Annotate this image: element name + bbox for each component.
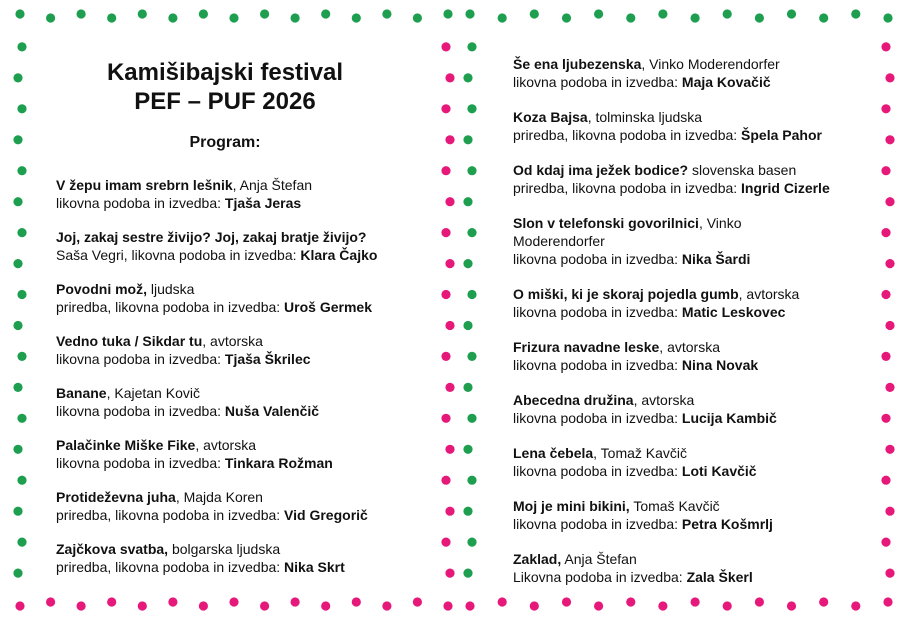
decorative-dot [467,290,476,299]
decorative-dot [885,569,894,578]
entry-first-line [56,540,440,558]
entry-second-line [513,356,875,374]
decorative-dot [467,414,476,423]
performer-name: Nika Šardi [681,251,751,267]
decorative-dot [463,135,472,144]
story-title: Še ena ljubezenska [513,56,642,72]
decorative-dot [291,13,300,22]
decorative-dot [498,597,507,606]
program-entry [513,108,875,161]
story-title: Povodni mož, [56,281,147,297]
festival-title-line2: PEF – PUF 2026 [134,88,316,115]
story-author: ljudska [147,281,195,297]
festival-title [40,58,410,116]
decorative-dot [463,73,472,82]
entry-second-line [513,250,875,268]
decorative-dot [352,13,361,22]
decorative-dot [881,104,890,113]
decorative-dot [445,383,454,392]
program-entry [513,214,875,285]
decorative-dot [138,9,147,18]
performance-label: likovna podoba in izvedba: [513,251,682,267]
decorative-dot [467,104,476,113]
decorative-dot [885,73,894,82]
performer-name: Nika Skrt [284,559,345,575]
performer-name: Vid Gregorič [284,507,368,523]
decorative-dot [17,42,26,51]
performance-label: likovna podoba in izvedba: [513,74,682,90]
decorative-dot [441,476,450,485]
decorative-dot [382,601,391,610]
entry-second-line [513,179,875,197]
performer-name: Tjaša Škrilec [224,351,311,367]
decorative-dot [199,9,208,18]
story-title: Banane [56,385,107,401]
performer-name: Zala Škerl [686,569,753,585]
decorative-dot [723,9,732,18]
performer-name: Loti Kavčič [681,463,757,479]
story-author: , avtorska [202,333,263,349]
decorative-dot [530,9,539,18]
program-entry [56,228,440,280]
story-author: , Tomaž Kavčič [593,445,688,461]
decorative-dot [107,13,116,22]
decorative-dot [13,73,22,82]
story-author: , Vinko [698,215,742,231]
decorative-dot [881,414,890,423]
decorative-dot [77,9,86,18]
story-author: Anja Štefan [561,551,637,567]
performance-label: likovna podoba in izvedba: [56,195,225,211]
performer-name: Uroš Germek [284,299,372,315]
decorative-dot [445,569,454,578]
decorative-dot [441,166,450,175]
program-entry [56,280,440,332]
performance-label: priredba, likovna podoba in izvedba: [56,299,285,315]
decorative-dot [441,352,450,361]
decorative-dot [13,507,22,516]
decorative-dot [885,321,894,330]
decorative-dot [562,13,571,22]
decorative-dot [15,601,24,610]
performance-label: likovna podoba in izvedba: [513,357,682,373]
program-entry [513,550,875,603]
program-entry [56,488,440,540]
decorative-dot [13,321,22,330]
decorative-dot [445,197,454,206]
performance-label: likovna podoba in izvedba: [56,351,225,367]
decorative-dot [787,9,796,18]
entry-author-continued: Moderendorfer [513,233,605,249]
left-page [40,50,440,590]
story-title: Vedno tuka / Sikdar tu [56,333,203,349]
program-entry [513,391,875,444]
decorative-dot [17,228,26,237]
decorative-dot [467,166,476,175]
decorative-dot [260,9,269,18]
decorative-dot [15,9,24,18]
decorative-dot [467,42,476,51]
entry-first-line [513,338,875,356]
decorative-dot [881,166,890,175]
entry-first-line [56,488,440,506]
decorative-dot [13,197,22,206]
entry-first-line [513,161,875,179]
decorative-dot [467,476,476,485]
decorative-dot [46,597,55,606]
entry-second-line [56,246,440,264]
decorative-dot [463,507,472,516]
decorative-dot [463,321,472,330]
story-author: , Anja Štefan [232,177,313,193]
decorative-dot [382,9,391,18]
decorative-dot [291,597,300,606]
decorative-dot [13,135,22,144]
decorative-dot [321,9,330,18]
entry-first-line [56,332,440,350]
decorative-dot [168,597,177,606]
story-author: , Majda Koren [175,489,263,505]
program-entry [56,436,440,488]
festival-title-line1: Kamišibajski festival [106,59,344,86]
entry-second-line [513,568,875,586]
entry-first-line [56,176,440,194]
story-title: Frizura navadne leske [513,339,660,355]
story-author: slovenska basen [688,162,797,178]
decorative-dot [441,228,450,237]
decorative-dot [13,259,22,268]
performance-label: likovna podoba in izvedba: [513,516,682,532]
performer-name: Lucija Kambič [681,410,777,426]
decorative-dot [17,538,26,547]
decorative-dot [413,13,422,22]
decorative-dot [441,42,450,51]
story-author: bolgarska ljudska [168,541,281,557]
decorative-dot [881,42,890,51]
story-title: Od kdaj ima ježek bodice? [513,162,689,178]
performer-name: Maja Kovačič [681,74,771,90]
program-entry [56,176,440,228]
performer-name: Petra Košmrlj [681,516,773,532]
decorative-dot [17,104,26,113]
entry-second-line [56,558,440,576]
story-title: Lena čebela [513,445,594,461]
story-title: Abecedna družina [513,392,634,408]
decorative-dot [463,259,472,268]
performer-name: Matic Leskovec [681,304,786,320]
story-author: , tolminska ljudska [587,109,703,125]
entry-first-line [513,444,875,462]
program-entry [513,55,875,108]
program-entry [56,332,440,384]
program-entry [513,285,875,338]
story-title: Moj je mini bikini, [513,498,630,514]
story-author: , avtorska [738,286,800,302]
entry-first-line [513,55,875,73]
decorative-dot [885,135,894,144]
decorative-dot [321,601,330,610]
decorative-dot [883,597,892,606]
decorative-dot [881,228,890,237]
program-entry [513,338,875,391]
performance-label: likovna podoba in izvedba: [513,304,682,320]
decorative-dot [13,383,22,392]
program-heading: Program: [189,134,261,151]
entry-first-line [513,497,875,515]
decorative-dot [443,9,452,18]
decorative-dot [445,321,454,330]
entry-first-line [56,280,440,298]
program-entry [513,161,875,214]
decorative-dot [819,13,828,22]
decorative-dot [17,290,26,299]
program-entry [56,540,440,592]
right-program-list [513,55,875,603]
decorative-dot [498,13,507,22]
decorative-dot [885,445,894,454]
performance-label: likovna podoba in izvedba: [513,410,682,426]
performance-label: Likovna podoba in izvedba: [513,569,687,585]
performer-name: Ingrid Cizerle [741,180,830,196]
decorative-dot [445,135,454,144]
decorative-dot [229,597,238,606]
decorative-dot [445,73,454,82]
performance-label: likovna podoba in izvedba: [513,463,682,479]
decorative-dot [463,445,472,454]
entry-second-line [513,462,875,480]
decorative-dot [441,290,450,299]
story-title: Palačinke Miške Fike [56,437,196,453]
decorative-dot [17,414,26,423]
decorative-dot [229,13,238,22]
decorative-dot [851,9,860,18]
program-entry [513,497,875,550]
decorative-dot [17,166,26,175]
decorative-dot [883,13,892,22]
story-title: Zaklad, [513,551,562,567]
decorative-dot [168,13,177,22]
entry-first-line [513,108,875,126]
entry-second-line [56,506,440,524]
decorative-dot [441,414,450,423]
entry-first-line [513,285,875,303]
decorative-dot [13,445,22,454]
story-title: O miški, ki je skoraj pojedla gumb [513,286,739,302]
decorative-dot [465,9,474,18]
decorative-dot [107,597,116,606]
performer-name: Nuša Valenčič [224,403,320,419]
entry-second-line [56,194,440,212]
story-title: Koza Bajsa [513,109,588,125]
performance-label: Saša Vegri, likovna podoba in izvedba: [56,247,301,263]
decorative-dot [467,228,476,237]
decorative-dot [691,13,700,22]
entry-first-line [56,228,440,246]
story-title: Joj, zakaj sestre živijo? Joj, zakaj bratje živijo? [56,229,367,245]
entry-second-line [513,515,875,533]
decorative-dot [46,13,55,22]
decorative-dot [445,445,454,454]
entry-first-line [56,384,440,402]
story-title: Slon v telefonski govorilnici [513,215,699,231]
decorative-dot [17,352,26,361]
decorative-dot [463,569,472,578]
decorative-dot [885,197,894,206]
performer-name: Špela Pahor [741,127,822,143]
story-author: Tomaš Kavčič [629,498,720,514]
story-author: , Kajetan Kovič [106,385,200,401]
left-program-list [56,176,440,592]
decorative-dot [443,601,452,610]
story-author: , avtorska [659,339,720,355]
performer-name: Tinkara Rožman [224,455,333,471]
decorative-dot [413,597,422,606]
performance-label: priredba, likovna podoba in izvedba: [56,559,285,575]
performance-label: priredba, likovna podoba in izvedba: [513,180,742,196]
decorative-dot [467,538,476,547]
performance-label: priredba, likovna podoba in izvedba: [56,507,285,523]
performer-name: Klara Čajko [300,247,378,263]
entry-second-line [56,402,440,420]
decorative-dot [138,601,147,610]
story-author: , avtorska [633,392,695,408]
performance-label: likovna podoba in izvedba: [56,403,225,419]
entry-second-line [513,126,875,144]
decorative-dot [626,13,635,22]
entry-second-line [56,298,440,316]
decorative-dot [885,507,894,516]
performance-label: likovna podoba in izvedba: [56,455,225,471]
entry-first-line [56,436,440,454]
program-entry [513,444,875,497]
decorative-dot [441,538,450,547]
story-author: , Vinko Moderendorfer [641,56,780,72]
decorative-dot [881,538,890,547]
story-title: Zajčkova svatba, [56,541,169,557]
entry-second-line [513,73,875,91]
decorative-dot [465,601,474,610]
decorative-dot [463,197,472,206]
decorative-dot [352,597,361,606]
performance-label: priredba, likovna podoba in izvedba: [513,127,742,143]
entry-first-line [513,391,875,409]
decorative-dot [77,601,86,610]
story-author: , avtorska [195,437,257,453]
entry-second-line [513,409,875,427]
decorative-dot [463,383,472,392]
decorative-dot [445,259,454,268]
decorative-dot [885,383,894,392]
performer-name: Nina Novak [681,357,759,373]
decorative-dot [467,352,476,361]
decorative-dot [441,104,450,113]
entry-second-line [56,350,440,368]
decorative-dot [881,290,890,299]
entry-first-line [513,550,875,568]
performer-name: Tjaša Jeras [224,195,302,211]
program-entry [56,384,440,436]
decorative-dot [881,352,890,361]
decorative-dot [445,507,454,516]
decorative-dot [199,601,208,610]
story-title: Protideževna juha [56,489,176,505]
decorative-dot [13,569,22,578]
right-page [505,50,875,590]
decorative-dot [658,9,667,18]
decorative-dot [594,9,603,18]
decorative-dot [17,476,26,485]
entry-second-line [56,454,440,472]
decorative-dot [755,13,764,22]
decorative-dot [881,476,890,485]
decorative-dot [885,259,894,268]
entry-second-line [513,303,875,321]
decorative-dot [260,601,269,610]
entry-first-line [513,214,875,232]
story-title: V žepu imam srebrn lešnik [56,177,233,193]
